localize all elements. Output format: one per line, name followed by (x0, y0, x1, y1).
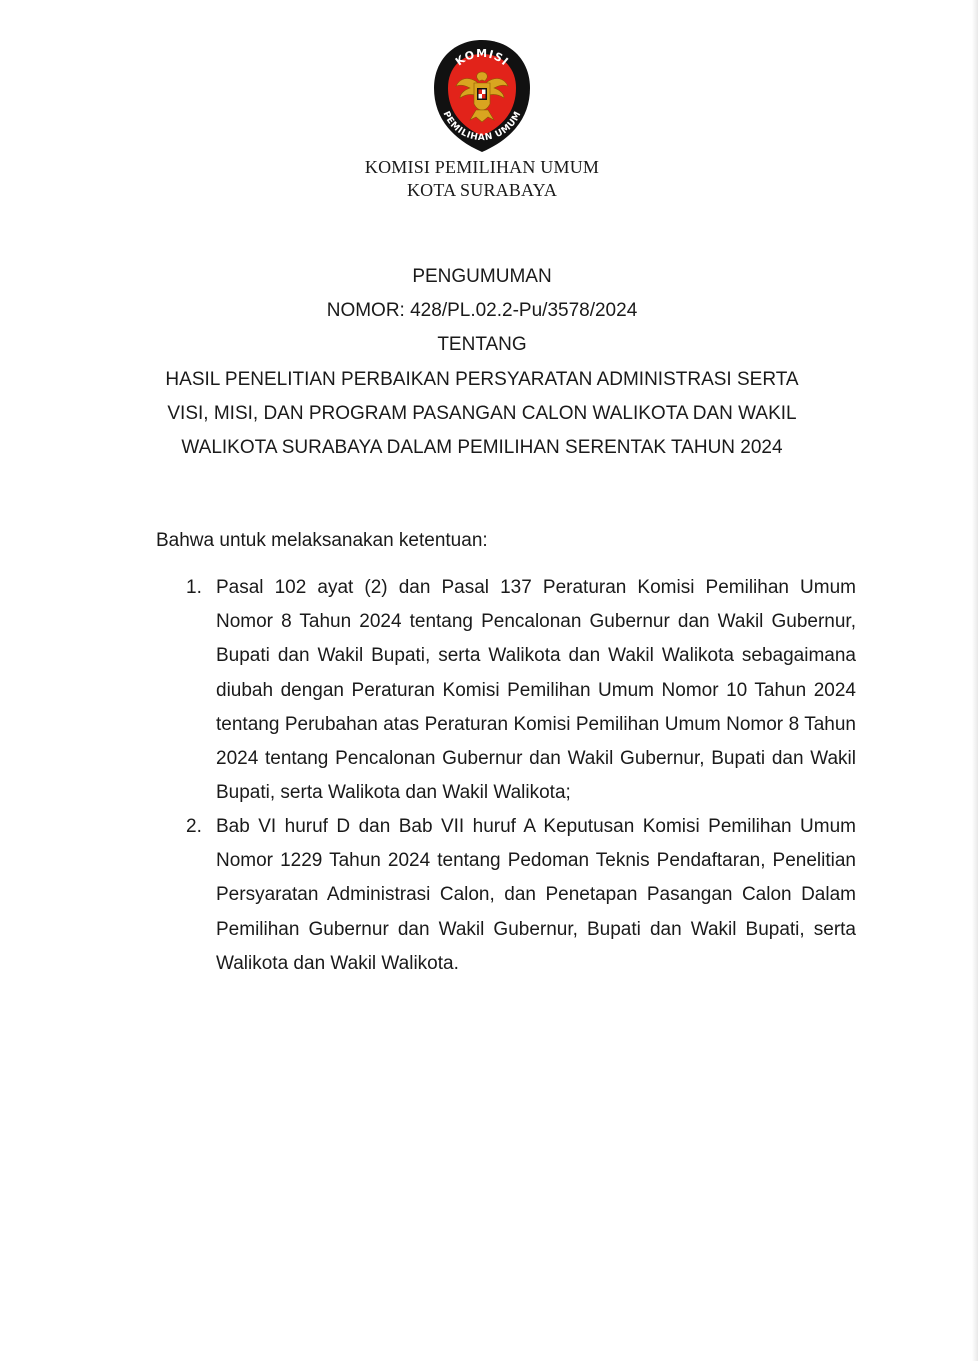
svg-text:KOMISI: KOMISI (453, 47, 512, 69)
letterhead-line-2: KOTA SURABAYA (406, 180, 558, 200)
kpu-emblem-icon (430, 38, 534, 154)
announcement-about: TENTANG (437, 334, 527, 355)
intro-text: Bahwa untuk melaksanakan ketentuan: (156, 530, 488, 551)
provision-number: 2. (186, 816, 202, 837)
announcement-number: NOMOR: 428/PL.02.2-Pu/3578/2024 (326, 300, 638, 321)
letterhead-line-1: KOMISI PEMILIHAN UMUM (364, 157, 600, 177)
provision-text: Bab VI huruf D dan Bab VII huruf A Keputusan Komisi Pemilihan Umum Nomor 1229 Tahun 2024 tentang Pedoman Teknis Pendaftaran, Penelitian Persyaratan Administrasi Calon, dan Penetapan Pasangan Calon Dalam Pemilihan Gubernur dan Wakil Gubernur, Bupati dan Wakil Bupati, serta Walikota dan Wakil Walikota. (216, 816, 856, 974)
announcement-title: PENGUMUMAN (412, 266, 552, 287)
svg-text:PEMILIHAN UMUM: PEMILIHAN UMUM (440, 109, 524, 144)
provision-number: 1. (186, 577, 202, 598)
provision-item-1 (186, 571, 856, 810)
subject-line-1: HASIL PENELITIAN PERBAIKAN PERSYARATAN ADMINISTRASI SERTA (165, 369, 799, 390)
subject-line-2: VISI, MISI, DAN PROGRAM PASANGAN CALON WALIKOTA DAN WAKIL (167, 403, 797, 424)
page-edge-shadow (972, 0, 978, 1361)
provision-item-2 (186, 810, 856, 981)
subject-line-3: WALIKOTA SURABAYA DALAM PEMILIHAN SERENTAK TAHUN 2024 (181, 437, 783, 458)
provision-text: Pasal 102 ayat (2) dan Pasal 137 Peraturan Komisi Pemilihan Umum Nomor 8 Tahun 2024 tentang Pencalonan Gubernur dan Wakil Gubernur, Bupati dan Wakil Bupati, serta Walikota dan Wakil Walikota sebagaimana diubah dengan Peraturan Komisi Pemilihan Umum Nomor 10 Tahun 2024 tentang Perubahan atas Peraturan Komisi Pemilihan Umum Nomor 8 Tahun 2024 tentang Pencalonan Gubernur dan Wakil Gubernur, Bupati dan Wakil Bupati, serta Walikota dan Wakil Walikota; (216, 577, 856, 804)
